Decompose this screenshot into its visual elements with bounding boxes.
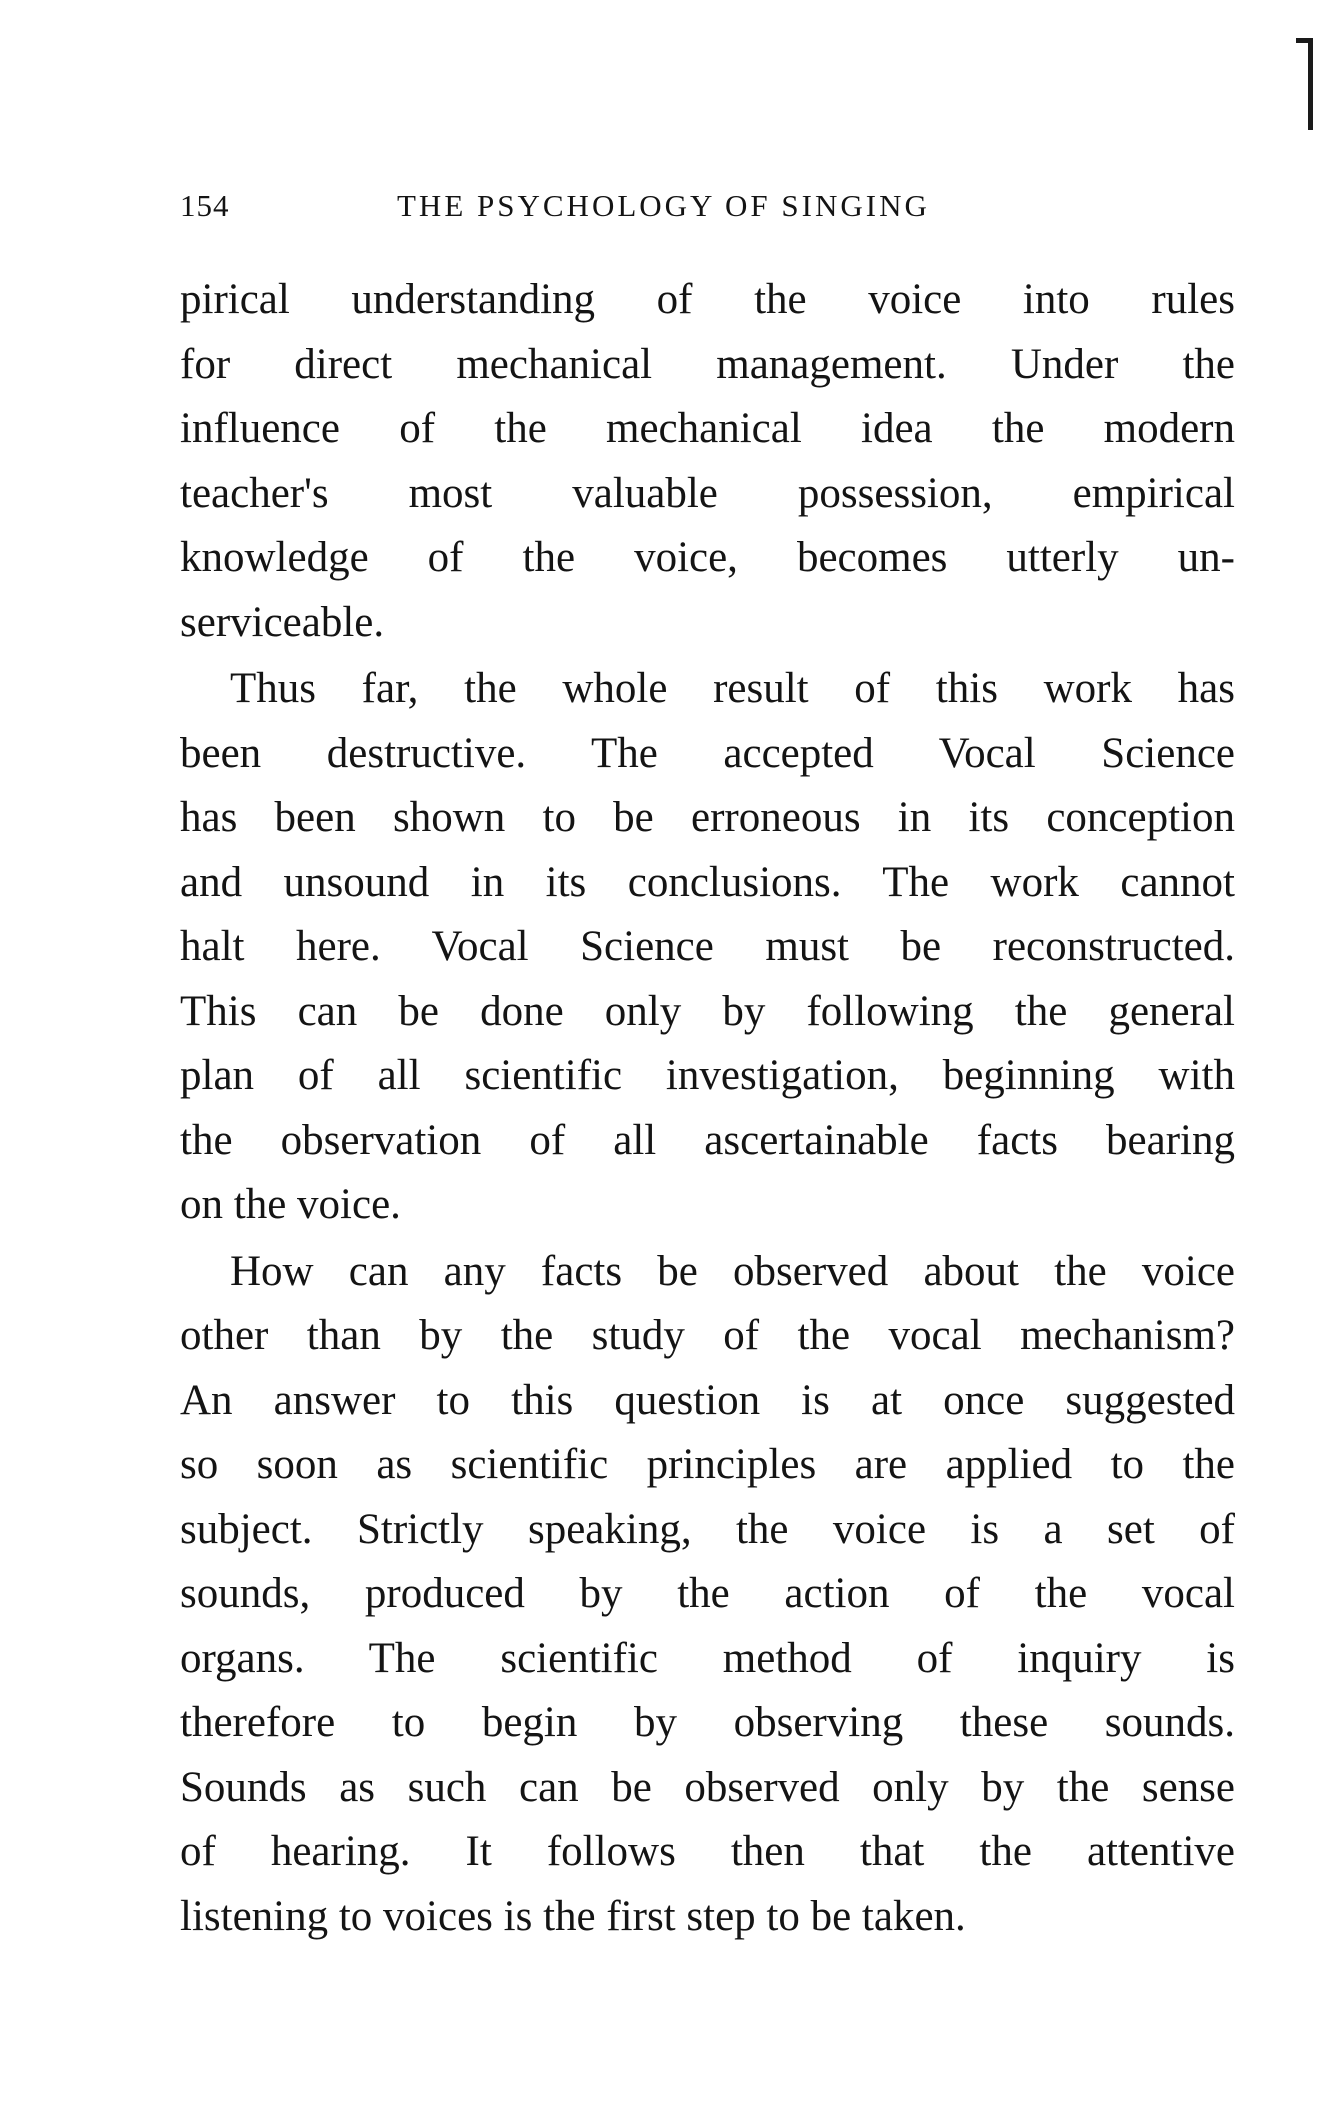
text-line: for direct mechanical management. Under the bbox=[180, 340, 1235, 388]
text-line: Thus far, the whole result of this work has bbox=[230, 665, 1235, 712]
text-line: plan of all scientific investigation, beginning with bbox=[180, 1052, 1235, 1099]
text-line: halt here. Vocal Science must be reconstructed. bbox=[180, 923, 1235, 970]
text-line: influence of the mechanical idea the modern bbox=[180, 405, 1235, 452]
text-line: pirical understanding of the voice into rules bbox=[180, 276, 1235, 323]
page-edge-mark bbox=[1308, 38, 1313, 130]
text-line: has been shown to be erroneous in its conception bbox=[180, 794, 1235, 841]
running-header bbox=[180, 188, 1235, 228]
text-line: sounds, produced by the action of the vocal bbox=[180, 1570, 1235, 1617]
text-line: subject. Strictly speaking, the voice is a set of bbox=[180, 1505, 1235, 1553]
text-line: and unsound in its conclusions. The work cannot bbox=[180, 858, 1235, 906]
text-line: of hearing. It follows then that the attentive bbox=[180, 1828, 1235, 1875]
body-text bbox=[180, 268, 1235, 1949]
running-title: THE PSYCHOLOGY OF SINGING bbox=[397, 188, 930, 223]
text-line: knowledge of the voice, becomes utterly un- bbox=[180, 534, 1235, 581]
text-line: teacher's most valuable possession, empirical bbox=[180, 469, 1235, 517]
text-line: therefore to begin by observing these sounds. bbox=[180, 1699, 1235, 1746]
page-number: 154 bbox=[180, 188, 230, 223]
text-line: on the voice. bbox=[180, 1181, 401, 1228]
text-line: organs. The scientific method of inquiry is bbox=[180, 1634, 1235, 1682]
text-line: other than by the study of the vocal mechanism? bbox=[180, 1312, 1235, 1359]
text-line: so soon as scientific principles are applied to the bbox=[180, 1441, 1235, 1488]
text-line: been destructive. The accepted Vocal Science bbox=[180, 729, 1235, 777]
text-line: serviceable. bbox=[180, 598, 385, 646]
text-line: An answer to this question is at once suggested bbox=[180, 1376, 1235, 1424]
text-line: This can be done only by following the general bbox=[180, 987, 1235, 1035]
text-line: listening to voices is the first step to be taken. bbox=[180, 1892, 966, 1940]
text-line: the observation of all ascertainable facts bearing bbox=[180, 1116, 1235, 1164]
text-line: How can any facts be observed about the voice bbox=[230, 1247, 1235, 1295]
text-line: Sounds as such can be observed only by the sense bbox=[180, 1763, 1235, 1811]
